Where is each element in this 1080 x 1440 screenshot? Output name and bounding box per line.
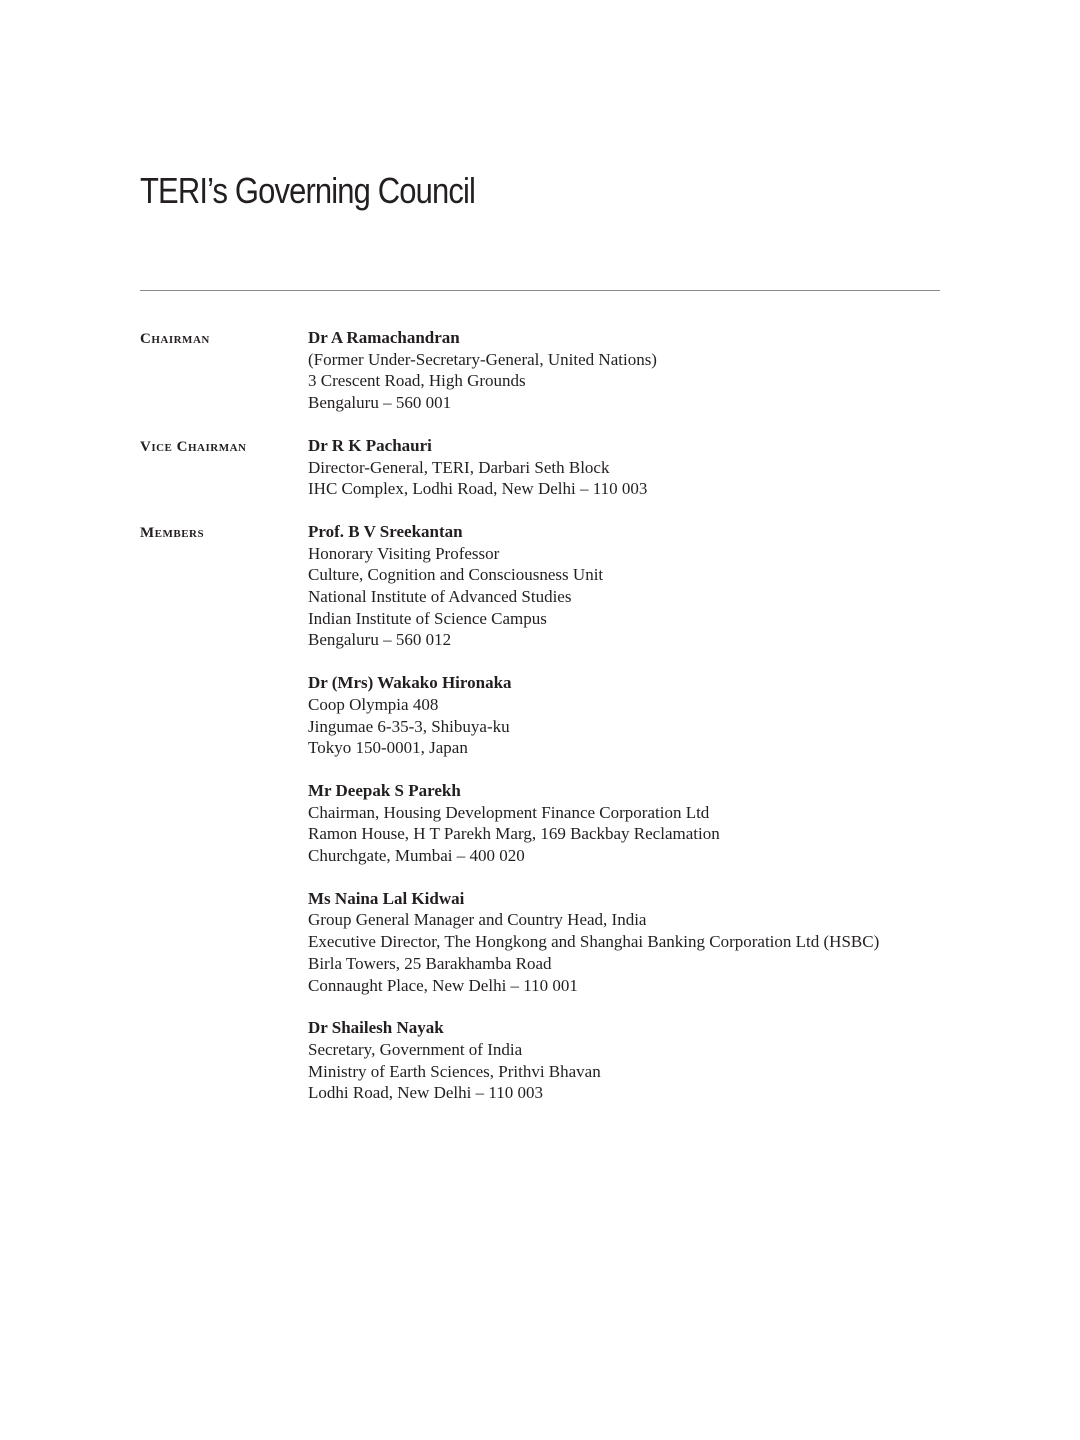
council-list	[140, 327, 940, 1125]
member-name: Dr R K Pachauri	[308, 435, 432, 455]
address-line: Executive Director, The Hongkong and Shanghai Banking Corporation Ltd (HSBC)	[308, 932, 880, 952]
member-entry	[308, 780, 940, 867]
member-entry	[308, 672, 940, 759]
member-entry	[308, 1017, 940, 1104]
address-line: Tokyo 150-0001, Japan	[308, 738, 468, 758]
address-line: Culture, Cognition and Consciousness Unit	[308, 565, 604, 585]
address-line: Connaught Place, New Delhi – 110 001	[308, 975, 578, 995]
member-list	[308, 435, 940, 521]
address-line: Coop Olympia 408	[308, 694, 439, 714]
address-line: Ministry of Earth Sciences, Prithvi Bhavan	[308, 1061, 601, 1081]
address-line: Bengaluru – 560 001	[308, 393, 452, 413]
address-line: Chairman, Housing Development Finance Corporation Ltd	[308, 802, 710, 822]
role-label: Vice Chairman	[140, 438, 247, 455]
address-line: IHC Complex, Lodhi Road, New Delhi – 110 003	[308, 479, 648, 499]
member-entry	[308, 435, 940, 500]
member-entry	[308, 888, 940, 997]
member-list	[308, 327, 940, 435]
role-label: Chairman	[140, 331, 210, 347]
address-line: Birla Towers, 25 Barakhamba Road	[308, 953, 552, 973]
address-line: Group General Manager and Country Head, India	[308, 910, 647, 930]
council-section	[140, 521, 940, 1125]
address-line: Indian Institute of Science Campus	[308, 608, 547, 628]
member-name: Mr Deepak S Parekh	[308, 780, 461, 800]
member-entry	[308, 521, 940, 651]
member-name: Ms Naina Lal Kidwai	[308, 888, 465, 908]
page-title: TERI’s Governing Council	[140, 170, 475, 211]
member-name: Dr Shailesh Nayak	[308, 1018, 444, 1038]
role-label: Members	[140, 524, 205, 541]
address-line: (Former Under-Secretary-General, United Nations)	[308, 349, 657, 369]
address-line: Honorary Visiting Professor	[308, 543, 500, 563]
member-name: Dr A Ramachandran	[308, 328, 460, 347]
address-line: Jingumae 6-35-3, Shibuya-ku	[308, 716, 510, 736]
title-divider	[140, 290, 940, 291]
member-name: Prof. B V Sreekantan	[308, 521, 463, 541]
address-line: Director-General, TERI, Darbari Seth Block	[308, 457, 610, 477]
address-line: National Institute of Advanced Studies	[308, 587, 572, 607]
address-line: Ramon House, H T Parekh Marg, 169 Backbay Reclamation	[308, 824, 720, 844]
council-section	[140, 327, 940, 435]
member-entry	[308, 327, 940, 414]
address-line: Bengaluru – 560 012	[308, 630, 452, 650]
address-line: Secretary, Government of India	[308, 1039, 523, 1059]
address-line: Churchgate, Mumbai – 400 020	[308, 846, 525, 866]
member-name: Dr (Mrs) Wakako Hironaka	[308, 673, 512, 693]
address-line: Lodhi Road, New Delhi – 110 003	[308, 1083, 543, 1103]
address-line: 3 Crescent Road, High Grounds	[308, 371, 526, 391]
council-section	[140, 435, 940, 521]
member-list	[308, 521, 940, 1125]
